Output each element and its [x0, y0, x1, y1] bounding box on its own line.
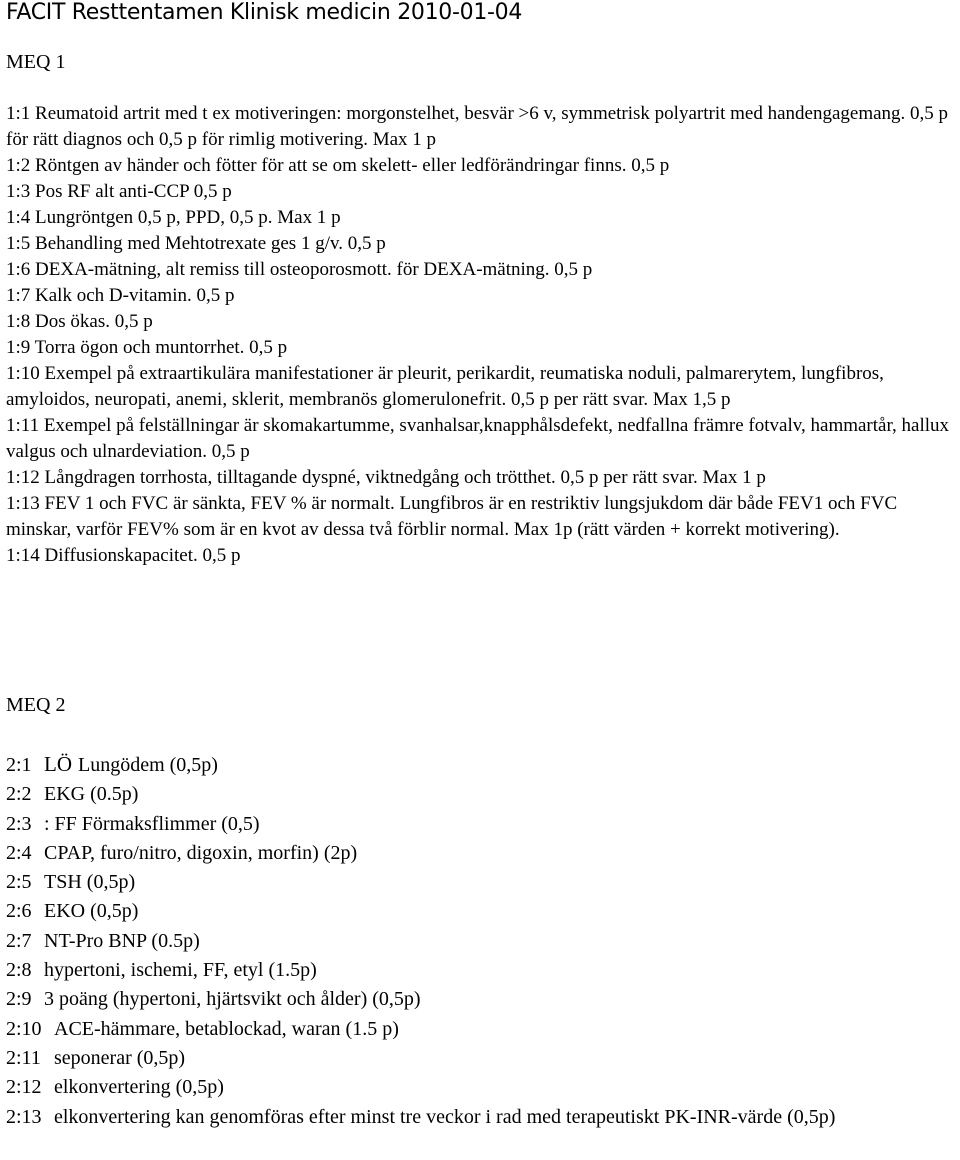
meq1-heading: MEQ 1: [6, 51, 66, 73]
meq2-item-number: 2:3: [6, 812, 32, 835]
meq2-item-text: seponerar (0,5p): [54, 1046, 186, 1069]
meq1-answer-list: [6, 101, 958, 569]
meq2-answer-item: [6, 839, 958, 868]
meq2-item-code: LÖ: [44, 752, 72, 776]
meq2-item-text: TSH (0,5p): [44, 871, 136, 894]
meq1-answer-item: 1:10 Exempel på extraartikulära manifestationer är pleurit, perikardit, reumatiska noduli, palmarerytem, lungfibros, amyloidos, neuropati, anemi, sklerit, membranös glomerulonefrit. 0,5 p per rätt svar. Max 1,5 p: [6, 363, 884, 410]
meq2-item-text: Lungödem (0,5p): [78, 754, 218, 776]
meq1-answer-item: 1:9 Torra ögon och muntorrhet. 0,5 p: [6, 337, 288, 358]
meq1-answer-item: 1:2 Röntgen av händer och fötter för att se om skelett- eller ledförändringar finns. 0,5 p: [6, 155, 670, 176]
meq2-item-number: 2:7: [6, 929, 32, 952]
meq2-item-number: 2:11: [6, 1046, 41, 1069]
meq1-answer-item: 1:13 FEV 1 och FVC är sänkta, FEV % är normalt. Lungfibros är en restriktiv lungsjukdom där både FEV1 och FVC minskar, varför FEV% som är en kvot av dessa två förblir normal. Max 1p (rätt värden + korrekt motivering).: [6, 493, 898, 540]
meq2-item-number: 2:10: [6, 1017, 42, 1040]
meq2-item-number: 2:9: [6, 988, 32, 1011]
meq2-item-number: 2:13: [6, 1105, 42, 1128]
meq2-answer-item: [6, 897, 958, 926]
meq1-answer-item: 1:12 Långdragen torrhosta, tilltagande dyspné, viktnedgång och trötthet. 0,5 p per rätt svar. Max 1 p: [6, 467, 766, 488]
meq2-item-number: 2:12: [6, 1076, 42, 1099]
meq2-answer-item: [6, 810, 958, 839]
meq2-item-number: 2:6: [6, 900, 32, 923]
document-header: FACIT Resttentamen Klinisk medicin 2010-01-04: [6, 0, 523, 25]
meq2-heading: MEQ 2: [6, 694, 66, 716]
meq1-answer-item: 1:6 DEXA-mätning, alt remiss till osteoporosmott. för DEXA-mätning. 0,5 p: [6, 259, 593, 280]
meq2-answer-list: [6, 750, 958, 1132]
meq1-answer-item: 1:11 Exempel på felställningar är skomakartumme, svanhalsar,knapphålsdefekt, nedfallna främre fotvalv, hammartår, hallux valgus och ulnardeviation. 0,5 p: [6, 415, 950, 462]
meq1-answer-item: 1:5 Behandling med Mehtotrexate ges 1 g/v. 0,5 p: [6, 233, 386, 254]
meq2-answer-item: [6, 780, 958, 809]
meq2-item-number: 2:5: [6, 871, 32, 894]
meq2-item-text: hypertoni, ischemi, FF, etyl (1.5p): [44, 959, 317, 982]
meq2-item-text: CPAP, furo/nitro, digoxin, morfin) (2p): [44, 841, 358, 864]
meq2-item-text: 3 poäng (hypertoni, hjärtsvikt och ålder) (0,5p): [44, 988, 421, 1011]
meq1-answer-item: 1:8 Dos ökas. 0,5 p: [6, 311, 153, 332]
meq2-item-number: 2:2: [6, 783, 32, 806]
meq2-answer-item: [6, 1073, 958, 1102]
meq2-item-number: 2:1: [6, 754, 32, 776]
meq2-answer-item: [6, 956, 958, 985]
meq2-item-number: 2:8: [6, 959, 32, 982]
meq2-answer-item: [6, 927, 958, 956]
meq2-item-text: : FF Förmaksflimmer (0,5): [44, 812, 260, 835]
meq1-answer-item: 1:3 Pos RF alt anti-CCP 0,5 p: [6, 181, 232, 202]
meq1-answer-item: 1:4 Lungröntgen 0,5 p, PPD, 0,5 p. Max 1 p: [6, 207, 341, 228]
meq1-answer-item: 1:14 Diffusionskapacitet. 0,5 p: [6, 545, 241, 566]
meq2-answer-item: [6, 985, 958, 1014]
meq2-answer-item: [6, 1044, 958, 1073]
meq1-answer-item: 1:7 Kalk och D-vitamin. 0,5 p: [6, 285, 235, 306]
meq2-item-number: 2:4: [6, 841, 32, 864]
meq2-item-text: EKG (0.5p): [44, 783, 139, 806]
meq2-answer-item: [6, 868, 958, 897]
meq2-item-text: ACE-hämmare, betablockad, waran (1.5 p): [54, 1017, 399, 1040]
meq2-answer-item: [6, 750, 958, 780]
meq2-answer-item: [6, 1103, 958, 1132]
meq2-item-text: elkonvertering (0,5p): [54, 1076, 224, 1099]
meq2-answer-item: [6, 1015, 958, 1044]
meq1-answer-item: 1:1 Reumatoid artrit med t ex motiveringen: morgonstelhet, besvär >6 v, symmetrisk polyartrit med handengagemang. 0,5 p för rätt diagnos och 0,5 p för rimlig motivering. Max 1 p: [6, 103, 949, 150]
meq2-item-text: NT-Pro BNP (0.5p): [44, 929, 200, 952]
meq2-item-text: elkonvertering kan genomföras efter minst tre veckor i rad med terapeutiskt PK-INR-värde (0,5p): [54, 1105, 836, 1128]
meq2-item-text: EKO (0,5p): [44, 900, 139, 923]
